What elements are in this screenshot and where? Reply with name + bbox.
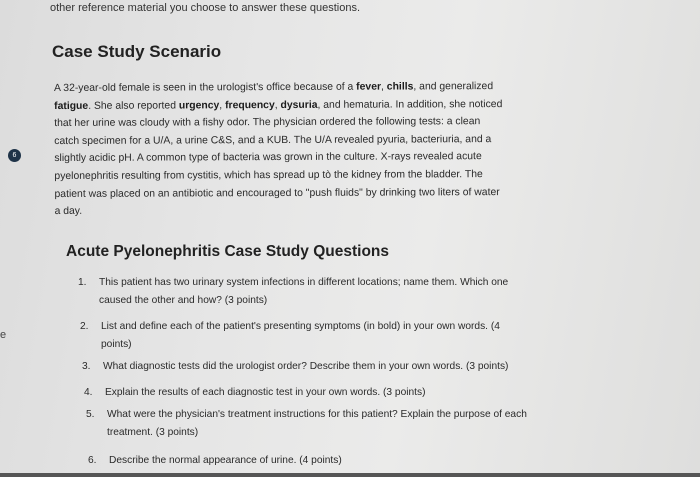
- question-text: What diagnostic tests did the urologist order? Describe them in your own words. (3 points): [103, 361, 509, 372]
- symptom-bold: frequency: [225, 99, 275, 111]
- questions-title: Acute Pyelonephritis Case Study Questions: [66, 243, 389, 260]
- question-number: 6.: [88, 455, 97, 466]
- question-item: [82, 358, 508, 376]
- scenario-line: [54, 148, 502, 168]
- scenario-paragraph: [54, 78, 503, 221]
- scenario-line: [54, 166, 502, 186]
- question-number: 1.: [78, 277, 87, 288]
- text-segment: patient was placed on an antibiotic and encouraged to "push fluids" by drinking two liters of water: [54, 186, 500, 200]
- text-segment: catch specimen for a U/A, a urine C&S, and a KUB. The U/A revealed pyuria, bacteriuria, and a: [54, 133, 492, 147]
- text-segment: ,: [274, 99, 281, 111]
- scenario-line: [54, 131, 502, 151]
- question-text: points): [101, 339, 132, 350]
- side-text-fragment: e: [0, 329, 7, 341]
- scenario-line: [54, 96, 502, 116]
- text-segment: ,: [380, 81, 387, 93]
- notification-badge[interactable]: 6: [8, 149, 21, 162]
- text-segment: a day.: [54, 206, 83, 218]
- question-number: 3.: [82, 361, 91, 372]
- scenario-line: [54, 113, 502, 133]
- question-text: What were the physician's treatment instructions for this patient? Explain the purpose of each: [107, 409, 527, 420]
- question-text: caused the other and how? (3 points): [99, 295, 268, 306]
- scenario-line: [54, 184, 502, 204]
- text-segment: A 32-year-old female is seen in the urologist's office because of a: [54, 81, 357, 94]
- screen-bezel: [0, 473, 700, 477]
- question-text: This patient has two urinary system infections in different locations; name them. Which one: [99, 277, 509, 288]
- question-number: 4.: [84, 387, 93, 398]
- symptom-bold: fatigue: [54, 100, 89, 112]
- text-segment: , and hematuria. In addition, she noticed: [317, 98, 503, 111]
- intro-text: other reference material you choose to answer these questions.: [50, 2, 361, 14]
- case-study-title: Case Study Scenario: [52, 42, 222, 61]
- text-segment: , and generalized: [413, 81, 494, 93]
- question-item: [88, 452, 342, 470]
- text-segment: that her urine was cloudy with a fishy odor. The physician ordered the following tests: a clean: [54, 116, 481, 130]
- question-item: [80, 318, 500, 354]
- text-segment: ,: [219, 99, 226, 111]
- question-text: Describe the normal appearance of urine. (4 points): [109, 455, 342, 466]
- symptom-bold: chills: [386, 81, 414, 93]
- question-text: treatment. (3 points): [107, 427, 199, 438]
- question-item: [86, 406, 527, 442]
- symptom-bold: urgency: [178, 99, 220, 112]
- question-number: 2.: [80, 321, 89, 332]
- scenario-line: [54, 78, 502, 98]
- question-number: 5.: [86, 409, 95, 420]
- question-item: [84, 384, 426, 402]
- text-segment: . She also reported: [88, 100, 179, 112]
- text-segment: pyelonephritis resulting from cystitis, which has spread up tò the kidney from the bladder. The: [54, 169, 483, 182]
- question-text: Explain the results of each diagnostic test in your own words. (3 points): [105, 387, 426, 398]
- question-text: List and define each of the patient's presenting symptoms (in bold) in your own words. (4: [101, 321, 500, 332]
- symptom-bold: dysuria: [280, 99, 318, 111]
- text-segment: slightly acidic pH. A common type of bacteria was grown in the culture. X-rays revealed acute: [54, 151, 482, 165]
- symptom-bold: fever: [356, 81, 382, 93]
- question-item: [78, 274, 508, 310]
- scenario-line: [55, 201, 503, 221]
